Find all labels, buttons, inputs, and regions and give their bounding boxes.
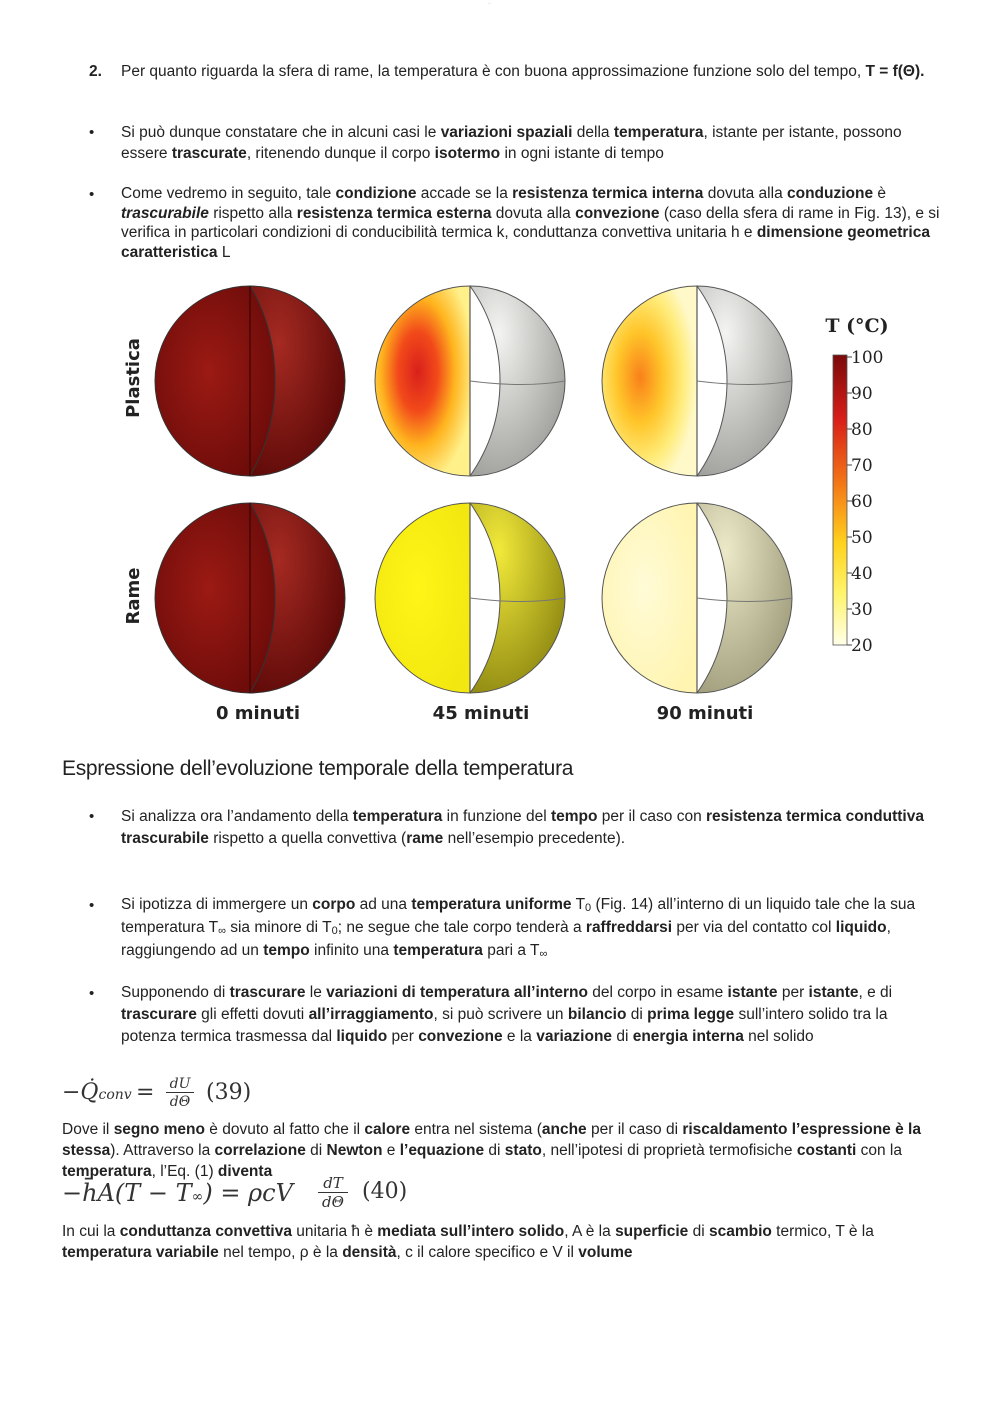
colorbar — [833, 355, 847, 645]
bullet-item: Si può dunque constatare che in alcuni casi le variazioni spaziali della temperatura, istante per istante, possono essere trascurate, ritenendo dunque il corpo isotermo in ogni istante di tempo — [121, 124, 902, 162]
bullet-item: Supponendo di trascurare le variazioni di temperatura all’interno del corpo in esame istante per istante, e di trascurare gli effetti dovuti all’irraggiamento, si può scrivere un bilancio di prima legge sull’intero solido tra la potenza termica trasmessa dal liquido per convezione e la variazione di energia interna nel solido — [121, 984, 893, 1045]
document-page: ... 2. Per quanto riguarda la sfera di rame, la temperatura è con buona approssimazione funzione solo del tempo, T = f(Θ). • Si può dunque constatare che in alcuni casi le variazioni spaziali della temperatura, istante per istante, possono essere trascurate, ritenendo dunque il corpo isotermo in ogni istante di tempo • Come vedremo in seguito, tale condizione accade se la resistenza termica interna dovuta alla conduzione è trascurabile rispetto alla resistenza termica esterna dovuta alla convezione (caso della sfera di rame in Fig. 13), e si verifica in particolari condizioni di conducibilità termica k, conduttanza convettiva unitaria h e dimensione geometrica caratteristica L Plastica Rame 0 minuti 45 minuti 90 minuti T (°C) 100 90 80 70 60 50 40 30 20 Espressione dell’evoluzione temporale della temperatura • Si analizza ora l’andamento della temperatura in funzione del tempo per il caso con resistenza termica conduttiva trascurabile rispetto a quella convettiva (rame nell’esempio precedente). • Si ipotizza di immergere un corpo ad una temperatura uniforme T0 (Fig. 14) all’interno di un liquido tale che la sua temperatura T∞ sia minore di T0; ne segue che tale corpo tenderà a raffreddarsi per via del contatto col liquido, raggiungendo ad un tempo infinito una temperatura pari a T∞ • Supponendo di trascurare le variazioni di temperatura all’interno del corpo in esame istante per istante, e di trascurare gli effetti dovuti all’irraggiamento, si può scrivere un bilancio di prima legge sull’intero solido tra la potenza termica trasmessa dal liquido per convezione e la variazione di energia interna nel solido −Q̇conv = dU dΘ (39) Dove il segno meno è dovuto al fatto che il calore entra nel sistema (anche per il caso di riscaldamento l’espressione è la stessa). Attraverso la correlazione di Newton e l’equazione di stato, nell’ipotesi di proprietà termofisiche costanti con la temperatura, l’Eq. (1) diventa −h̄A(T − T∞) = ρcV dT dΘ (40) In cui la conduttanza convettiva unitaria ħ è mediata sull’intero solido, A è la superficie di scambio termico, T è la temperatura variabile nel tempo, ρ è la densità, c il calore specifico e V il volume — [0, 0, 1000, 1415]
temperature-sphere-figure — [115, 283, 945, 728]
colorbar-tick-label: 80 — [851, 420, 873, 440]
paragraph: Dove il segno meno è dovuto al fatto che il calore entra nel sistema (anche per il caso di riscaldamento l’espressione è la stessa). Attraverso la correlazione di Newton e l’equazione di stato, nell’ipotesi di proprietà termofisiche costanti con la temperatura, l’Eq. (1) diventa — [62, 1121, 921, 1180]
bullet-item: Si analizza ora l’andamento della temperatura in funzione del tempo per il caso con resistenza termica conduttiva trascurabile rispetto a quella convettiva (rame nell’esempio precedente). — [121, 808, 924, 847]
row-label-plastica: Plastica — [123, 338, 144, 418]
bullet-icon: • — [89, 808, 95, 825]
list-item-2 — [121, 61, 941, 82]
colorbar-tick-label: 20 — [851, 636, 873, 656]
list-number: 2. — [89, 63, 102, 80]
bullet-item: Come vedremo in seguito, tale condizione accade se la resistenza termica interna dovuta alla conduzione è trascurabile rispetto alla resistenza termica esterna dovuta alla convezione (caso della sfera di rame in Fig. 13), e si verifica in particolari condizioni di conducibilità termica k, conduttanza convettiva unitaria h e dimensione geometrica caratteristica L — [121, 185, 940, 261]
colorbar-ticks — [847, 348, 883, 656]
col-label-90: 90 minuti — [656, 703, 754, 724]
bullet-icon: • — [89, 186, 95, 203]
page-top-mark: ... — [488, 0, 492, 5]
colorbar-tick-label: 40 — [851, 564, 873, 584]
col-label-45: 45 minuti — [432, 703, 530, 724]
bullet-icon: • — [89, 124, 95, 141]
text-run: Per quanto riguarda la sfera di rame, la temperatura è con buona approssimazione funzione solo del tempo, — [121, 63, 866, 80]
colorbar-tick-label: 30 — [851, 600, 873, 620]
bullet-item: Si ipotizza di immergere un corpo ad una temperatura uniforme T0 (Fig. 14) all’interno di un liquido tale che la sua temperatura T∞ sia minore di T0; ne segue che tale corpo tenderà a raffreddarsi per via del contatto col liquido, raggiungendo ad un tempo infinito una temperatura pari a T∞ — [121, 896, 916, 960]
colorbar-tick-label: 90 — [851, 384, 873, 404]
paragraph: In cui la conduttanza convettiva unitaria ħ è mediata sull’intero solido, A è la superficie di scambio termico, T è la temperatura variabile nel tempo, ρ è la densità, c il calore specifico e V il volume — [62, 1223, 874, 1261]
sphere-rame-45 — [375, 503, 565, 693]
bullet-icon: • — [89, 985, 95, 1002]
sphere-plastica-0 — [155, 286, 345, 476]
colorbar-tick-label: 50 — [851, 528, 873, 548]
sphere-rame-90 — [602, 503, 792, 693]
colorbar-tick-label: 100 — [851, 348, 884, 368]
colorbar-tick-label: 60 — [851, 492, 873, 512]
bold-text: T = f(Θ). — [865, 63, 925, 80]
colorbar-tick-label: 70 — [851, 456, 873, 476]
bullet-icon: • — [89, 897, 95, 914]
sphere-figure-svg — [115, 283, 945, 728]
row-label-rame: Rame — [123, 567, 144, 625]
colorbar-title: T (°C) — [825, 315, 889, 337]
section-heading: Espressione dell’evoluzione temporale della temperatura — [62, 757, 574, 780]
sphere-rame-0 — [155, 503, 345, 693]
sphere-plastica-90 — [602, 286, 792, 476]
sphere-plastica-45 — [375, 286, 565, 476]
col-label-0: 0 minuti — [215, 703, 301, 724]
